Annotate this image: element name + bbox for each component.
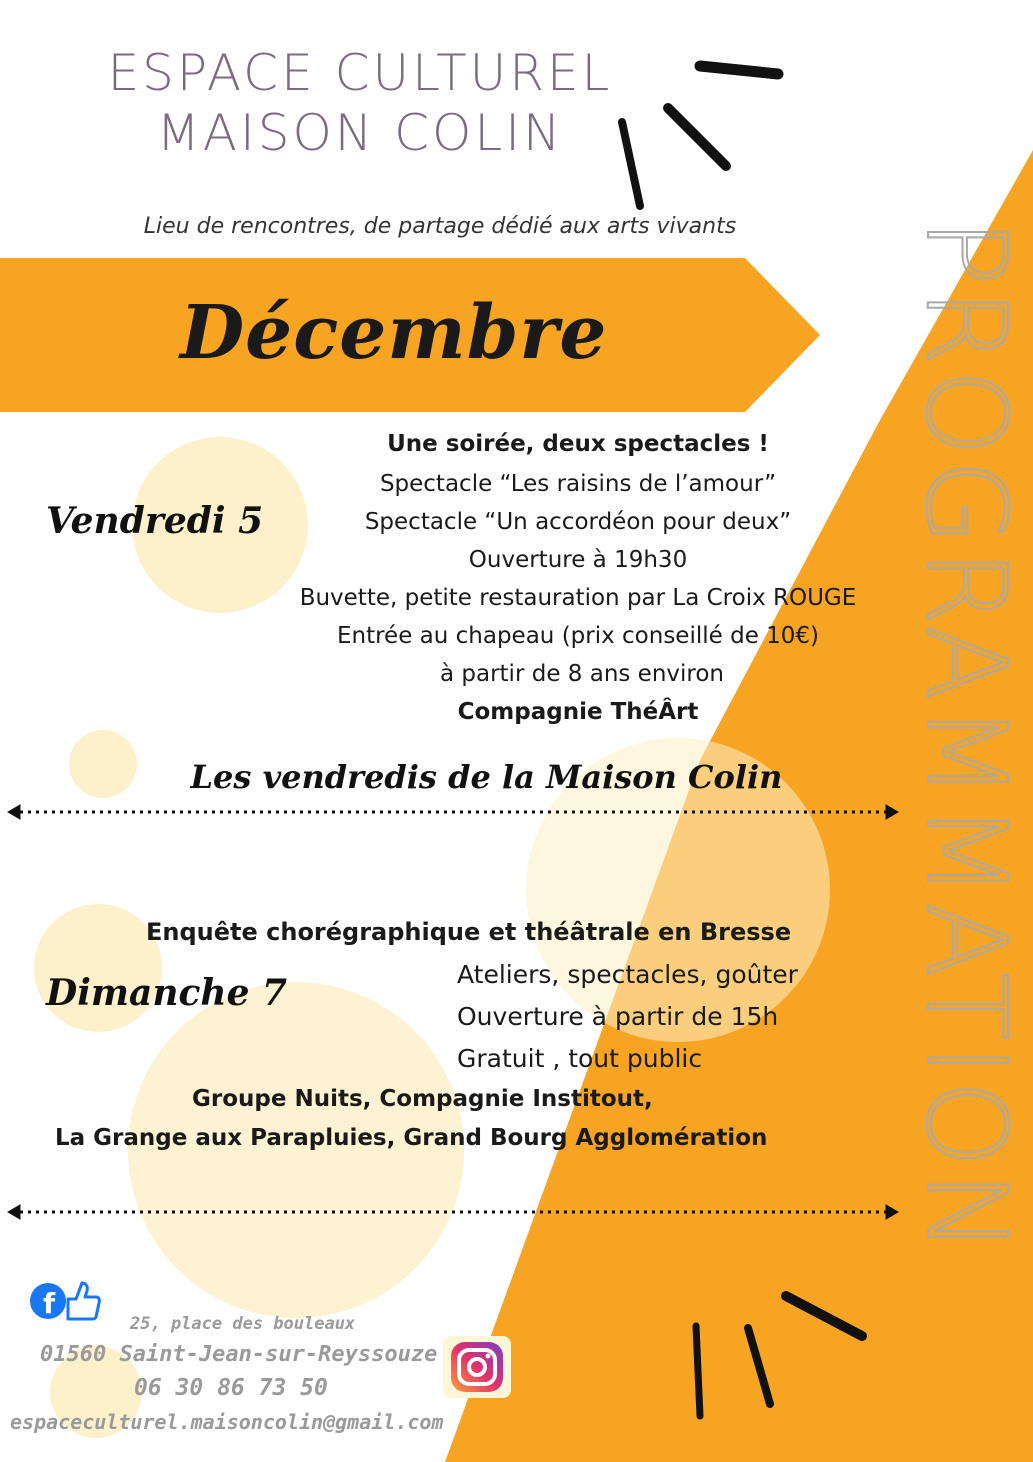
instagram-icon[interactable] [441,1334,513,1400]
event-1-company: Compagnie ThéÂrt [457,699,699,725]
event-day-1: Vendredi 5 [46,500,264,542]
event-1-line: Spectacle “Un accordéon pour deux” [364,509,792,535]
series-title: Les vendredis de la Maison Colin [190,758,783,796]
event-2-partners: Groupe Nuits, Compagnie Institout, [192,1086,653,1112]
event-2-line: Ateliers, spectacles, goûter [457,960,798,989]
programmation-vertical-text: PROGRAMMATION [902,218,1030,1258]
contact-city: 01560 Saint-Jean-sur-Reyssouze [40,1342,438,1367]
svg-text:f: f [43,1287,56,1320]
event-2-line: Ouverture à partir de 15h [457,1002,779,1031]
title-line-1: ESPACE CULTUREL [107,44,613,102]
event-2-line: Gratuit , tout public [457,1044,703,1073]
event-1-line: à partir de 8 ans environ [439,661,725,687]
event-1-line: Buvette, petite restauration par La Croix ROUGE [299,585,857,611]
event-1-line: Une soirée, deux spectacles ! [387,431,769,457]
title-line-2: MAISON COLIN [156,104,564,162]
contact-phone[interactable]: 06 30 86 73 50 [134,1375,328,1401]
tagline: Lieu de rencontres, de partage dédié aux arts vivants [143,214,737,239]
contact-address: 25, place des bouleaux [130,1314,356,1334]
event-1-line: Entrée au chapeau (prix conseillé de 10€) [336,623,820,649]
month-title: Décembre [180,290,608,376]
event-2-title: Enquête chorégraphique et théâtrale en Bresse [146,918,792,946]
event-day-2: Dimanche 7 [46,972,288,1014]
event-1-line: Spectacle “Les raisins de l’amour” [379,471,777,497]
event-2-partners: La Grange aux Parapluies, Grand Bourg Agglomération [55,1125,768,1151]
contact-email[interactable]: espaceculturel.maisoncolin@gmail.com [10,1410,444,1434]
facebook-like-icon[interactable] [28,1275,102,1323]
event-1-line: Ouverture à 19h30 [468,547,688,573]
